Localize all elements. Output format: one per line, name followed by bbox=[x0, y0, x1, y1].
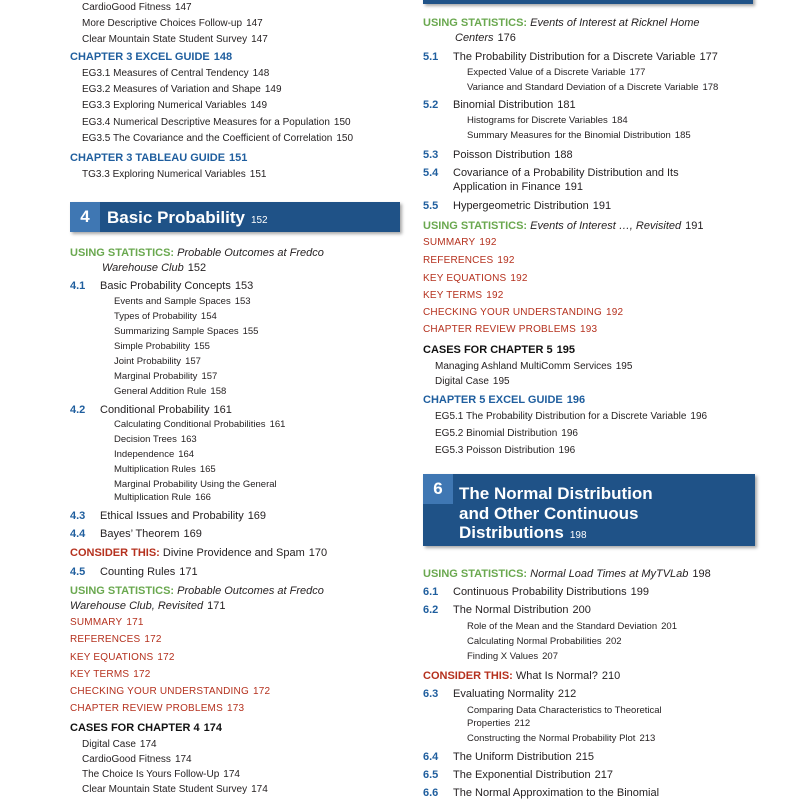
chapter-number: 6 bbox=[423, 474, 453, 504]
toc-entry[interactable]: Clear Mountain State Student Survey 174 bbox=[82, 784, 268, 795]
section-6-3[interactable]: 6.3 Evaluating Normality 212 bbox=[423, 688, 577, 700]
section-4-2[interactable]: 4.2 Conditional Probability 161 bbox=[70, 404, 232, 416]
checking-understanding-link[interactable]: CHECKING YOUR UNDERSTANDING 172 bbox=[70, 686, 271, 697]
toc-entry[interactable]: Independence 164 bbox=[114, 449, 195, 460]
chapter-4-banner[interactable] bbox=[70, 202, 400, 232]
using-statistics-entry[interactable]: USING STATISTICS: Events of Interest at Ricknel Home bbox=[423, 17, 700, 29]
section-4-5[interactable]: 4.5 Counting Rules 171 bbox=[70, 566, 198, 578]
excel-guide-heading[interactable]: CHAPTER 5 EXCEL GUIDE 196 bbox=[423, 394, 586, 406]
using-statistics-entry[interactable]: USING STATISTICS: Normal Load Times at MyTVLab 198 bbox=[423, 568, 711, 580]
toc-entry[interactable]: Events and Sample Spaces 153 bbox=[114, 296, 251, 307]
toc-entry[interactable]: CardioGood Fitness 147 bbox=[82, 2, 192, 13]
toc-entry[interactable]: EG3.1 Measures of Central Tendency 148 bbox=[82, 68, 270, 79]
toc-entry[interactable]: Managing Ashland MultiComm Services 195 bbox=[435, 361, 633, 372]
toc-entry[interactable]: Simple Probability 155 bbox=[114, 341, 210, 352]
toc-entry[interactable]: Calculating Normal Probabilities 202 bbox=[467, 636, 622, 647]
toc-entry[interactable]: EG5.2 Binomial Distribution 196 bbox=[435, 428, 578, 439]
consider-this-entry[interactable]: CONSIDER THIS: What Is Normal? 210 bbox=[423, 670, 621, 682]
using-statistics-revisited-cont: Warehouse Club, Revisited 171 bbox=[70, 600, 226, 612]
toc-entry[interactable]: Types of Probability 154 bbox=[114, 311, 217, 322]
section-4-3[interactable]: 4.3 Ethical Issues and Probability 169 bbox=[70, 510, 267, 522]
section-4-1[interactable]: 4.1 Basic Probability Concepts 153 bbox=[70, 280, 254, 292]
section-6-1[interactable]: 6.1 Continuous Probability Distributions 199 bbox=[423, 586, 650, 598]
toc-entry[interactable]: Digital Case 195 bbox=[435, 376, 510, 387]
toc-entry[interactable]: EG5.1 The Probability Distribution for a Discrete Variable 196 bbox=[435, 411, 708, 422]
chapter-number: 4 bbox=[70, 202, 100, 232]
references-link[interactable]: REFERENCES 172 bbox=[70, 634, 162, 645]
section-6-2[interactable]: 6.2 The Normal Distribution 200 bbox=[423, 604, 591, 616]
consider-this-entry[interactable]: CONSIDER THIS: Divine Providence and Spam 170 bbox=[70, 547, 328, 559]
toc-entry[interactable]: TG3.3 Exploring Numerical Variables 151 bbox=[82, 169, 267, 180]
using-statistics-revisited[interactable]: USING STATISTICS: Probable Outcomes at Fredco bbox=[70, 585, 324, 597]
toc-entry[interactable]: Comparing Data Characteristics to Theoretical bbox=[467, 705, 662, 716]
checking-understanding-link[interactable]: CHECKING YOUR UNDERSTANDING 192 bbox=[423, 307, 624, 318]
using-statistics-entry[interactable]: USING STATISTICS: Probable Outcomes at Fredco bbox=[70, 247, 324, 259]
tableau-guide-heading[interactable]: CHAPTER 3 TABLEAU GUIDE 151 bbox=[70, 152, 248, 164]
toc-entry[interactable]: The Choice Is Yours Follow-Up 174 bbox=[82, 769, 240, 780]
toc-entry[interactable]: EG3.3 Exploring Numerical Variables 149 bbox=[82, 100, 268, 111]
toc-entry[interactable]: Marginal Probability 157 bbox=[114, 371, 218, 382]
using-statistics-entry-cont: Centers 176 bbox=[455, 32, 516, 44]
toc-entry[interactable]: More Descriptive Choices Follow-up 147 bbox=[82, 18, 263, 29]
key-equations-link[interactable]: KEY EQUATIONS 172 bbox=[70, 652, 175, 663]
section-5-4-cont: Application in Finance 191 bbox=[453, 181, 583, 193]
toc-entry[interactable]: Joint Probability 157 bbox=[114, 356, 201, 367]
chapter-review-problems-link[interactable]: CHAPTER REVIEW PROBLEMS 193 bbox=[423, 324, 598, 335]
section-6-5[interactable]: 6.5 The Exponential Distribution 217 bbox=[423, 769, 613, 781]
toc-entry-cont: Multiplication Rule 166 bbox=[114, 492, 211, 503]
section-5-4[interactable]: 5.4 Covariance of a Probability Distribution and Its bbox=[423, 167, 679, 179]
summary-link[interactable]: SUMMARY 171 bbox=[70, 617, 144, 628]
section-5-5[interactable]: 5.5 Hypergeometric Distribution 191 bbox=[423, 200, 612, 212]
section-5-2[interactable]: 5.2 Binomial Distribution 181 bbox=[423, 99, 576, 111]
toc-entry-cont: Properties 212 bbox=[467, 718, 531, 729]
section-5-3[interactable]: 5.3 Poisson Distribution 188 bbox=[423, 149, 573, 161]
toc-entry[interactable]: Digital Case 174 bbox=[82, 739, 157, 750]
chapter-title: Basic Probability 152 bbox=[107, 208, 268, 227]
toc-entry[interactable]: Expected Value of a Discrete Variable 177 bbox=[467, 67, 646, 78]
toc-entry[interactable]: Multiplication Rules 165 bbox=[114, 464, 216, 475]
toc-entry[interactable]: Clear Mountain State Student Survey 147 bbox=[82, 34, 268, 45]
section-4-4[interactable]: 4.4 Bayes’ Theorem 169 bbox=[70, 528, 202, 540]
references-link[interactable]: REFERENCES 192 bbox=[423, 255, 515, 266]
toc-entry[interactable]: EG3.5 The Covariance and the Coefficient of Correlation 150 bbox=[82, 133, 354, 144]
toc-entry[interactable]: Histograms for Discrete Variables 184 bbox=[467, 115, 628, 126]
cases-heading[interactable]: CASES FOR CHAPTER 4 174 bbox=[70, 722, 222, 734]
toc-entry[interactable]: Variance and Standard Deviation of a Discrete Variable 178 bbox=[467, 82, 719, 93]
toc-entry[interactable]: Role of the Mean and the Standard Deviation 201 bbox=[467, 621, 677, 632]
summary-link[interactable]: SUMMARY 192 bbox=[423, 237, 497, 248]
key-equations-link[interactable]: KEY EQUATIONS 192 bbox=[423, 273, 528, 284]
toc-entry[interactable]: EG3.4 Numerical Descriptive Measures for a Population 150 bbox=[82, 117, 351, 128]
toc-entry[interactable]: General Addition Rule 158 bbox=[114, 386, 227, 397]
using-statistics-entry-cont: Warehouse Club 152 bbox=[102, 262, 207, 274]
key-terms-link[interactable]: KEY TERMS 192 bbox=[423, 290, 504, 301]
toc-entry[interactable]: Marginal Probability Using the General bbox=[114, 479, 277, 490]
section-5-1[interactable]: 5.1 The Probability Distribution for a Discrete Variable 177 bbox=[423, 51, 718, 63]
toc-entry[interactable]: CardioGood Fitness 174 bbox=[82, 754, 192, 765]
toc-entry[interactable]: Constructing the Normal Probability Plot 213 bbox=[467, 733, 656, 744]
chapter-review-problems-link[interactable]: CHAPTER REVIEW PROBLEMS 173 bbox=[70, 703, 245, 714]
chapter-title: The Normal Distribution and Other Continuous Distributions 198 bbox=[459, 484, 653, 543]
toc-entry[interactable]: EG3.2 Measures of Variation and Shape 149 bbox=[82, 84, 282, 95]
toc-entry[interactable]: Finding X Values 207 bbox=[467, 651, 558, 662]
section-6-4[interactable]: 6.4 The Uniform Distribution 215 bbox=[423, 751, 594, 763]
chapter-5-banner-edge bbox=[423, 0, 753, 4]
key-terms-link[interactable]: KEY TERMS 172 bbox=[70, 669, 151, 680]
cases-heading[interactable]: CASES FOR CHAPTER 5 195 bbox=[423, 344, 575, 356]
toc-entry[interactable]: Summarizing Sample Spaces 155 bbox=[114, 326, 259, 337]
toc-entry[interactable]: Summary Measures for the Binomial Distribution 185 bbox=[467, 130, 691, 141]
toc-entry[interactable]: Calculating Conditional Probabilities 161 bbox=[114, 419, 286, 430]
chapter-6-banner[interactable] bbox=[423, 474, 755, 546]
toc-entry[interactable]: EG5.3 Poisson Distribution 196 bbox=[435, 445, 576, 456]
excel-guide-heading[interactable]: CHAPTER 3 EXCEL GUIDE 148 bbox=[70, 51, 233, 63]
section-6-6[interactable]: 6.6 The Normal Approximation to the Binomial bbox=[423, 787, 660, 799]
toc-entry[interactable]: Decision Trees 163 bbox=[114, 434, 197, 445]
using-statistics-revisited[interactable]: USING STATISTICS: Events of Interest …, Revisited 191 bbox=[423, 220, 704, 232]
